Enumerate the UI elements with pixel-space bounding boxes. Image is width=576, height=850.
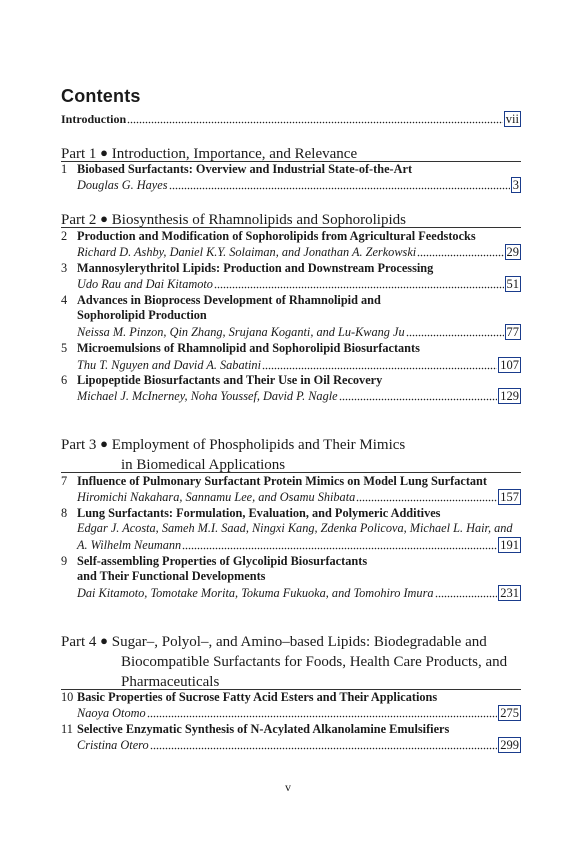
dot-leader [127, 121, 503, 124]
chapter-authors: Thu T. Nguyen and David A. Sabatini [77, 358, 261, 372]
toc-entry-chapter-11[interactable] [61, 737, 521, 753]
chapter-title-5: 5 Microemulsions of Rhamnolipid and Sophorolipid Biosurfactants [61, 341, 420, 355]
chapter-authors-8: Edgar J. Acosta, Sameh M.I. Saad, Ningxi Kang, Zdenka Policova, Michael L. Hair, and [77, 521, 513, 535]
chapter-title-6: 6 Lipopeptide Biosurfactants and Their Use in Oil Recovery [61, 373, 383, 387]
toc-entry-chapter-8[interactable] [61, 537, 521, 553]
toc-entry-chapter-4[interactable] [61, 324, 521, 340]
page-link[interactable]: 51 [506, 277, 519, 291]
chapter-authors: A. Wilhelm Neumann [77, 538, 182, 552]
dot-leader [356, 499, 497, 502]
part-heading-4: Part 4 ● Sugar–, Polyol–, and Amino–based Lipids: Biodegradable and [61, 633, 487, 650]
chapter-title-1: 1 Biobased Surfactants: Overview and Industrial State-of-the-Art [61, 162, 413, 176]
chapter-title-8: 8 Lung Surfactants: Formulation, Evaluation, and Polymeric Additives [61, 506, 441, 520]
toc-entry-chapter-6[interactable] [61, 388, 521, 404]
chapter-title-11: 11 Selective Enzymatic Synthesis of N-Acylated Alkanolamine Emulsifiers [61, 722, 450, 736]
chapter-authors: Naoya Otomo [77, 706, 146, 720]
dot-leader [339, 398, 498, 401]
chapter-authors: Michael J. McInerney, Noha Youssef, David P. Nagle [77, 389, 338, 403]
toc-entry-chapter-5[interactable] [61, 357, 521, 373]
bullet-icon: ● [100, 436, 109, 451]
page-link[interactable]: vii [505, 112, 519, 126]
part-heading-2: Part 2 ● Biosynthesis of Rhamnolipids and Sophorolipids [61, 211, 406, 228]
part-heading-4-cont2: Pharmaceuticals [121, 674, 220, 690]
chapter-authors: Hiromichi Nakahara, Sannamu Lee, and Osamu Shibata [77, 490, 356, 504]
bullet-icon: ● [100, 211, 109, 226]
chapter-authors: Cristina Otero [77, 738, 149, 752]
dot-leader [406, 334, 504, 337]
toc-entry-chapter-1[interactable] [61, 177, 521, 193]
bullet-icon: ● [100, 145, 109, 160]
dot-leader [214, 286, 504, 289]
toc-entry-chapter-9[interactable] [61, 585, 521, 601]
part-heading-3: Part 3 ● Employment of Phospholipids and Their Mimics [61, 436, 406, 453]
toc-entry-chapter-7[interactable] [61, 489, 521, 505]
contents-heading: Contents [61, 86, 141, 106]
part-heading-3-cont: in Biomedical Applications [121, 457, 286, 473]
part-heading-1: Part 1 ● Introduction, Importance, and Relevance [61, 145, 358, 162]
bullet-icon: ● [100, 633, 109, 648]
dot-leader [147, 715, 498, 718]
chapter-authors: Douglas G. Hayes [77, 178, 168, 192]
page-link[interactable]: 191 [500, 538, 519, 552]
toc-entry-chapter-3[interactable] [61, 276, 521, 292]
toc-entry-introduction[interactable] [61, 111, 521, 127]
page-link[interactable]: 275 [500, 706, 519, 720]
dot-leader [435, 595, 498, 598]
chapter-authors: Richard D. Ashby, Daniel K.Y. Solaiman, and Jonathan A. Zerkowski [77, 245, 417, 259]
chapter-title-7: 7 Influence of Pulmonary Surfactant Protein Mimics on Model Lung Surfactant [61, 474, 487, 488]
part-heading-4-cont: Biocompatible Surfactants for Foods, Health Care Products, and [121, 654, 508, 670]
page-link[interactable]: 107 [500, 358, 519, 372]
page-number: v [285, 780, 291, 794]
chapter-title-4: 4 Advances in Bioprocess Development of Rhamnolipid and [61, 293, 381, 307]
part-rule [61, 227, 521, 228]
page-link[interactable]: 231 [500, 586, 519, 600]
entry-title: Introduction [61, 112, 127, 126]
chapter-title-2: 2 Production and Modification of Sophorolipids from Agricultural Feedstocks [61, 229, 476, 243]
chapter-authors: Neissa M. Pinzon, Qin Zhang, Srujana Koganti, and Lu-Kwang Ju [77, 325, 405, 339]
page-link[interactable]: 299 [500, 738, 519, 752]
page-link[interactable]: 157 [500, 490, 519, 504]
chapter-authors: Udo Rau and Dai Kitamoto [77, 277, 213, 291]
chapter-authors: Dai Kitamoto, Tomotake Morita, Tokuma Fukuoka, and Tomohiro Imura [77, 586, 434, 600]
dot-leader [262, 367, 497, 370]
dot-leader [417, 254, 503, 257]
chapter-title-9: 9 Self-assembling Properties of Glycolipid Biosurfactants [61, 554, 368, 568]
dot-leader [182, 547, 497, 550]
chapter-title-10: 10 Basic Properties of Sucrose Fatty Acid Esters and Their Applications [61, 690, 438, 704]
page-link[interactable]: 129 [500, 389, 519, 403]
page-link[interactable]: 3 [512, 178, 519, 192]
chapter-title-4-cont: Sophorolipid Production [77, 308, 207, 322]
chapter-title-3: 3 Mannosylerythritol Lipids: Production and Downstream Processing [61, 261, 434, 275]
page-link[interactable]: 77 [506, 325, 519, 339]
page-link[interactable]: 29 [506, 245, 519, 259]
dot-leader [150, 747, 498, 750]
toc-entry-chapter-2[interactable] [61, 244, 521, 260]
dot-leader [169, 187, 510, 190]
chapter-title-9-cont: and Their Functional Developments [77, 569, 266, 583]
part-rule [61, 472, 521, 473]
toc-entry-chapter-10[interactable] [61, 705, 521, 721]
